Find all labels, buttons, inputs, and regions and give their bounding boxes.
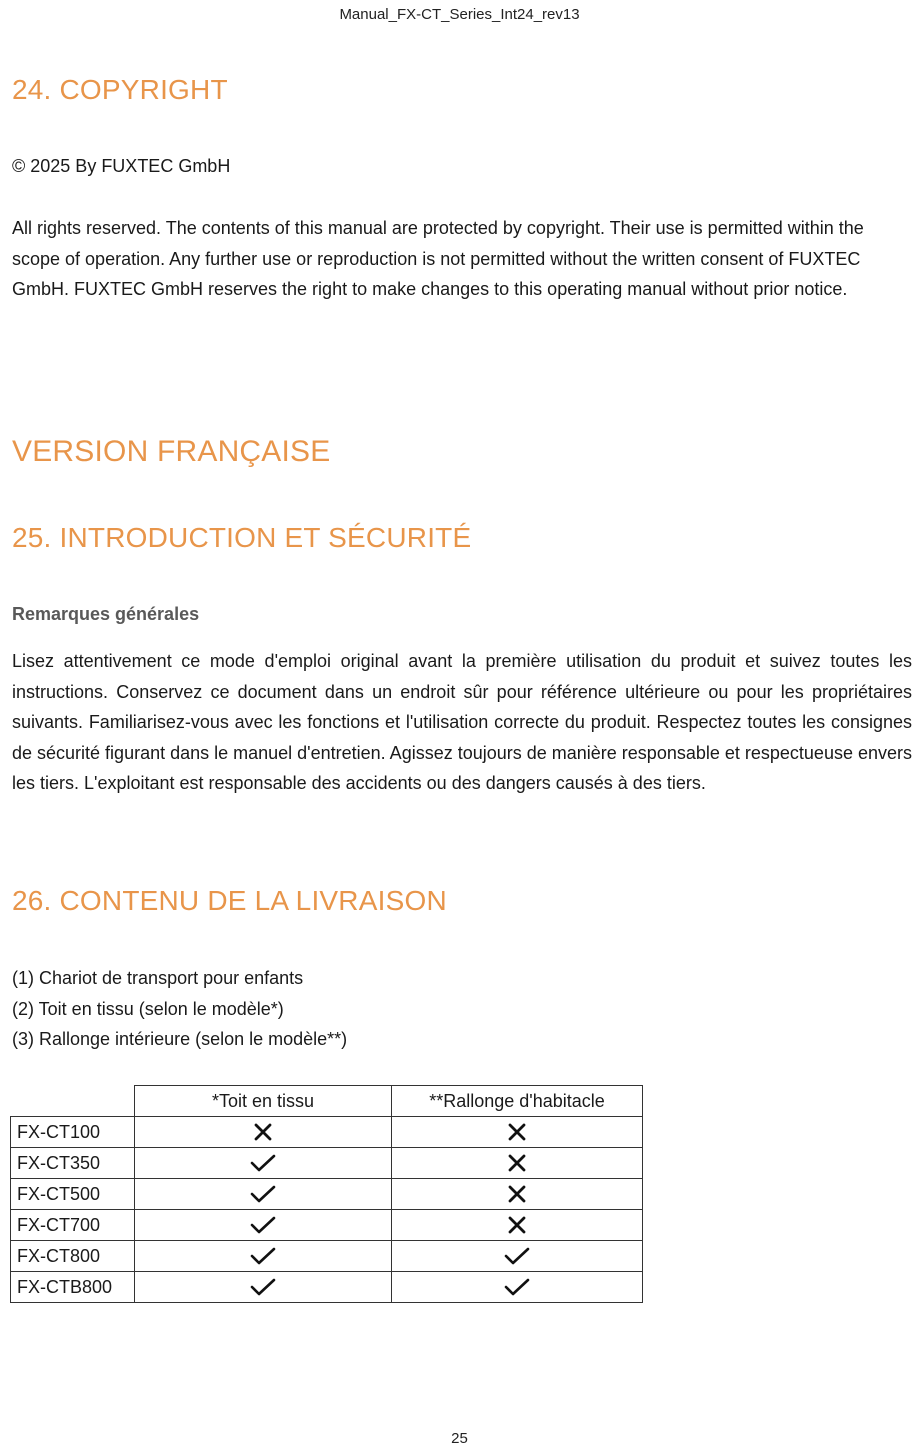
model-name-cell: FX-CTB800 — [11, 1272, 135, 1303]
intro-text: Lisez attentivement ce mode d'emploi original avant la première utilisation du produit et suivez toutes les instructions. Conservez ce document dans un endroit sûr pour référence ultérieure ou pour les propriétaires suivants. Familiarisez-vous avec les fonctions et l'utilisation correcte du produit. Respectez toutes les consignes de sécurité figurant dans le manuel d'entretien. Agissez toujours de manière responsable et respectueuse envers les tiers. L'exploitant est responsable des accidents ou des dangers causés à des tiers. — [12, 651, 912, 793]
toit-cross-icon — [135, 1117, 392, 1148]
rallonge-check-icon — [392, 1241, 643, 1272]
cross-icon — [253, 1122, 273, 1142]
table-header-blank — [11, 1086, 135, 1117]
cross-icon — [507, 1122, 527, 1142]
model-name-cell: FX-CT350 — [11, 1148, 135, 1179]
rallonge-cross-icon — [392, 1148, 643, 1179]
toit-check-icon — [135, 1179, 392, 1210]
intro-subheading: Remarques générales — [12, 604, 200, 624]
cross-icon — [507, 1153, 527, 1173]
model-name-cell: FX-CT800 — [11, 1241, 135, 1272]
table-row — [11, 1241, 643, 1272]
table-row — [11, 1117, 643, 1148]
page-header-filename: Manual_FX-CT_Series_Int24_rev13 — [339, 6, 580, 23]
delivery-heading: 26. CONTENU DE LA LIVRAISON — [12, 885, 447, 916]
intro-heading: 25. INTRODUCTION ET SÉCURITÉ — [12, 522, 472, 553]
table-row — [11, 1210, 643, 1241]
check-icon — [250, 1246, 276, 1266]
check-icon — [504, 1277, 530, 1297]
cross-icon — [507, 1184, 527, 1204]
check-icon — [250, 1277, 276, 1297]
toit-check-icon — [135, 1148, 392, 1179]
list-item: (2) Toit en tissu (selon le modèle*) — [12, 998, 284, 1019]
model-name-cell: FX-CT100 — [11, 1117, 135, 1148]
rallonge-cross-icon — [392, 1210, 643, 1241]
copyright-owner: © 2025 By FUXTEC GmbH — [12, 156, 231, 176]
list-item: (1) Chariot de transport pour enfants — [12, 968, 304, 988]
table-header-row — [11, 1086, 643, 1117]
cross-icon — [507, 1215, 527, 1235]
check-icon — [250, 1153, 276, 1173]
table-header-rallonge: **Rallonge d'habitacle — [392, 1086, 643, 1117]
copyright-text: All rights reserved. The contents of this manual are protected by copyright. Their use is permitted within the scope of operation. Any further use or reproduction is not permitted without the written consent of FUXTEC GmbH. FUXTEC GmbH reserves the right to make changes to this operating manual without prior notice. — [12, 218, 864, 299]
check-icon — [250, 1184, 276, 1204]
check-icon — [250, 1215, 276, 1235]
table-row — [11, 1272, 643, 1303]
table-header-toit: *Toit en tissu — [135, 1086, 392, 1117]
model-comparison-table — [10, 1085, 643, 1303]
rallonge-check-icon — [392, 1272, 643, 1303]
toit-check-icon — [135, 1241, 392, 1272]
rallonge-cross-icon — [392, 1117, 643, 1148]
check-icon — [504, 1246, 530, 1266]
copyright-heading: 24. COPYRIGHT — [12, 74, 228, 105]
table-body — [11, 1117, 643, 1303]
version-heading: VERSION FRANÇAISE — [12, 435, 331, 468]
toit-check-icon — [135, 1210, 392, 1241]
rallonge-cross-icon — [392, 1179, 643, 1210]
model-name-cell: FX-CT500 — [11, 1179, 135, 1210]
page-number: 25 — [451, 1430, 468, 1447]
delivery-items-list — [12, 963, 347, 1055]
table-row — [11, 1148, 643, 1179]
model-name-cell: FX-CT700 — [11, 1210, 135, 1241]
table-row — [11, 1179, 643, 1210]
list-item: (3) Rallonge intérieure (selon le modèle**) — [12, 1029, 348, 1049]
toit-check-icon — [135, 1272, 392, 1303]
